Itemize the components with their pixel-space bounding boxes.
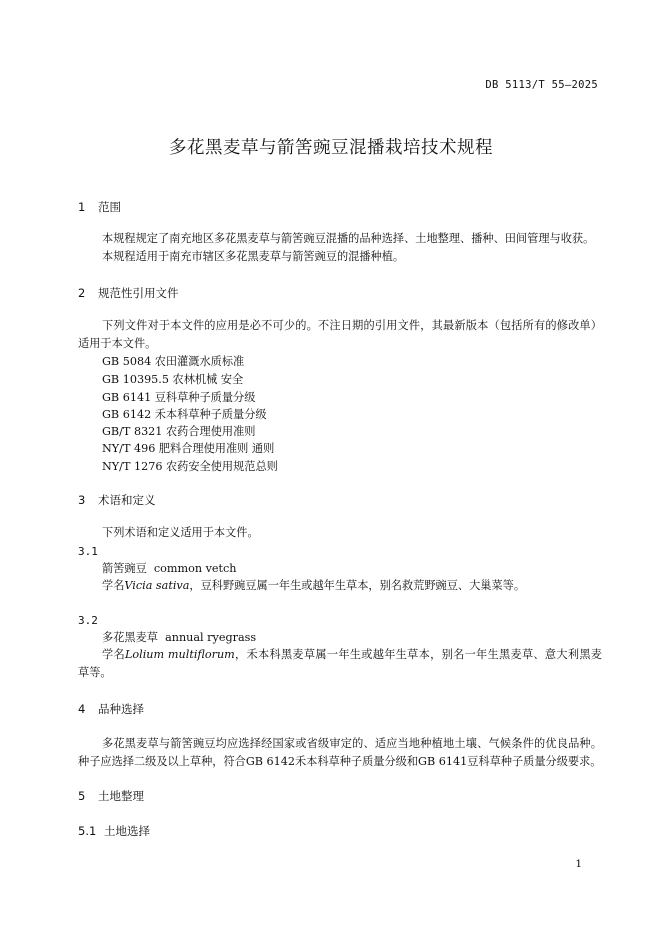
term-chinese-name: 箭筈豌豆 <box>102 562 147 575</box>
section-title: 范围 <box>98 200 121 214</box>
term-name <box>102 560 237 578</box>
term-number: 3.1 <box>78 545 98 558</box>
definition-text: ，豆科野豌豆属一年生或越年生草本，别名救荒野豌豆、大巢菜等。 <box>189 579 526 592</box>
section-number: 2 <box>78 286 86 300</box>
section-2-heading <box>78 285 179 301</box>
term-chinese-name: 多花黑麦草 <box>102 631 158 644</box>
document-title: 多花黑麦草与箭筈豌豆混播栽培技术规程 <box>169 138 493 158</box>
section-2-intro: 下列文件对于本文件的应用是必不可少的。不注日期的引用文件，其最新版本（包括所有的修改单）适用于本文件。 <box>78 319 602 350</box>
subsection-5-1-heading <box>78 823 150 839</box>
section-3-heading <box>78 492 156 508</box>
section-title: 品种选择 <box>98 702 144 716</box>
term-name <box>102 629 256 647</box>
reference-item: GB 5084 农田灌溉水质标准 <box>102 355 245 368</box>
term-definition <box>102 577 525 595</box>
latin-name: Vicia sativa <box>124 579 190 592</box>
section-number: 4 <box>78 702 86 716</box>
reference-item: GB 6141 豆科草种子质量分级 <box>102 391 256 404</box>
section-title: 土地整理 <box>98 789 144 803</box>
subsection-number: 5.1 <box>78 824 97 838</box>
definition-text: ，禾本科黑麦草属一年生或越年生草本，别名一年生黑麦草、意大利黑麦草等。 <box>78 648 602 679</box>
latin-name: Lolium multiflorum <box>124 648 235 661</box>
reference-item: NY/T 1276 农药安全使用规范总则 <box>102 460 278 473</box>
subsection-title: 土地选择 <box>104 824 150 838</box>
section-1-paragraph-2: 本规程适用于南充市辖区多花黑麦草与箭筈豌豆的混播种植。 <box>102 250 405 263</box>
term-number: 3.2 <box>78 614 98 627</box>
section-title: 规范性引用文件 <box>98 286 179 300</box>
reference-item: GB/T 8321 农药合理使用准则 <box>102 425 256 438</box>
term-definition <box>78 646 602 682</box>
section-number: 1 <box>78 200 86 214</box>
reference-item: GB 10395.5 农林机械 安全 <box>102 373 244 386</box>
section-5-heading <box>78 788 144 804</box>
section-4-paragraph: 多花黑麦草与箭筈豌豆均应选择经国家或省级审定的、适应当地种植地土壤、气候条件的优良品种。种子应选择二级及以上草种，符合GB 6142禾本科草种子质量分级和GB 6141豆科草种子质量分级要求。 <box>78 737 602 768</box>
definition-prefix: 学名 <box>102 579 125 592</box>
section-title: 术语和定义 <box>98 493 156 507</box>
page-number: 1 <box>575 858 582 870</box>
section-3-intro: 下列术语和定义适用于本文件。 <box>102 526 259 539</box>
standard-number: DB 5113/T 55—2025 <box>485 79 598 91</box>
section-1-paragraph-1: 本规程规定了南充地区多花黑麦草与箭筈豌豆混播的品种选择、土地整理、播种、田间管理与收获。 <box>102 232 595 245</box>
section-1-heading <box>78 199 121 215</box>
reference-item: GB 6142 禾本科草种子质量分级 <box>102 408 267 421</box>
definition-prefix: 学名 <box>102 648 125 661</box>
section-number: 3 <box>78 493 86 507</box>
reference-item: NY/T 496 肥料合理使用准则 通则 <box>102 442 275 455</box>
term-english-name: common vetch <box>153 562 237 575</box>
section-4-heading <box>78 701 144 717</box>
section-number: 5 <box>78 789 86 803</box>
term-english-name: annual ryegrass <box>165 631 257 644</box>
